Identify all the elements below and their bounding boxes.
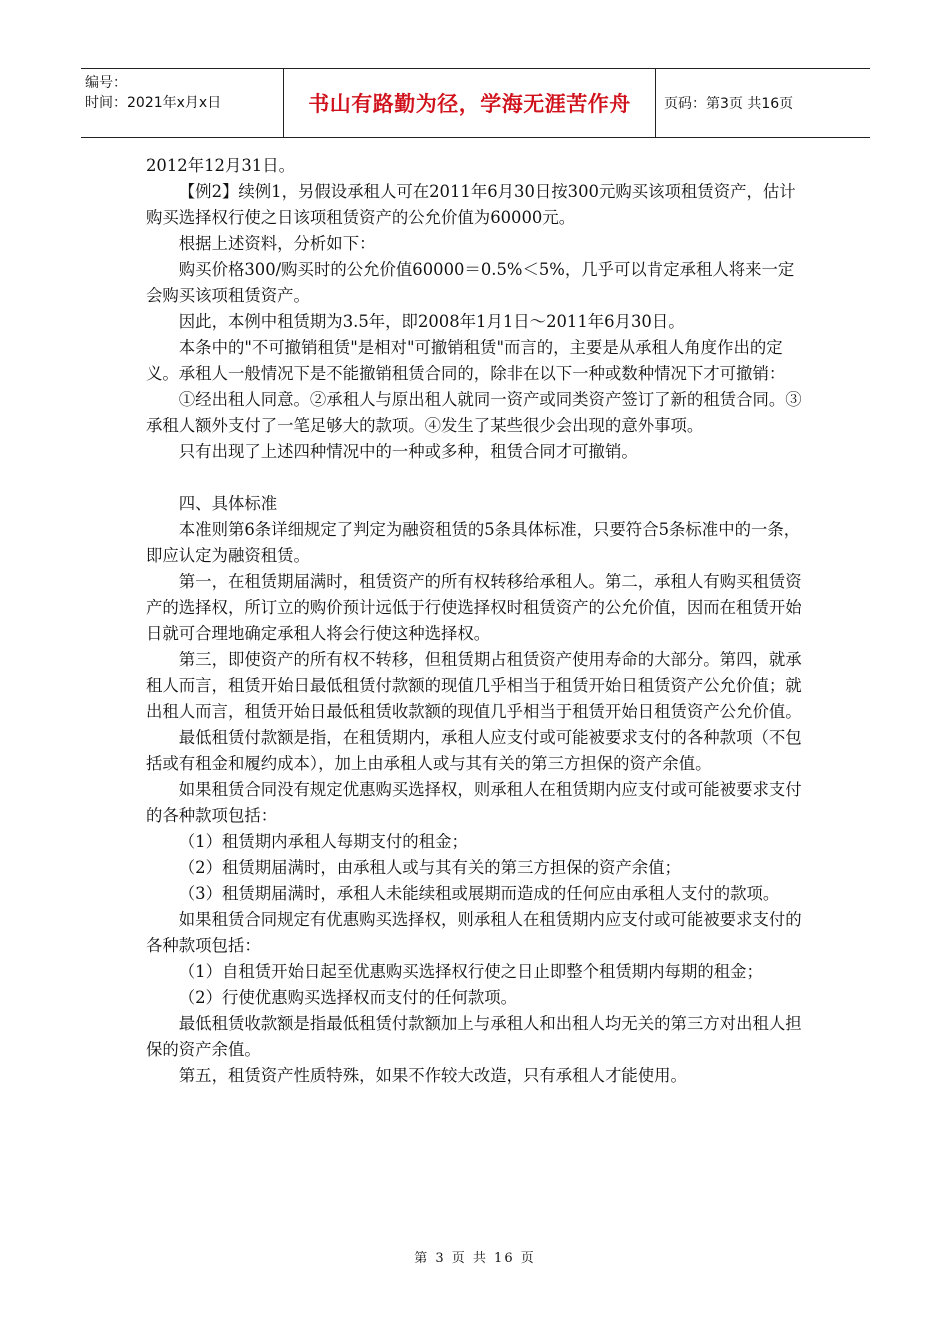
paragraph: 最低租赁收款额是指最低租赁付款额加上与承租人和出租人均无关的第三方对出租人担保的资产余值。: [146, 1014, 802, 1059]
paragraph: 如果租赁合同没有规定优惠购买选择权，则承租人在租赁期内应支付或可能被要求支付的各种款项包括：: [146, 780, 802, 825]
list-item: （2）行使优惠购买选择权而支付的任何款项。: [178, 988, 518, 1007]
document-body: [146, 153, 806, 1089]
paragraph: 如果租赁合同规定有优惠购买选择权，则承租人在租赁期内应支付或可能被要求支付的各种款项包括：: [146, 910, 802, 955]
header-meta: [81, 69, 284, 137]
paragraph: 本准则第6条详细规定了判定为融资租赁的5条具体标准，只要符合5条标准中的一条，即应认定为融资租赁。: [146, 520, 801, 565]
paragraph: 第五，租赁资产性质特殊，如果不作较大改造，只有承租人才能使用。: [178, 1066, 687, 1085]
document-date: 时间：2021年x月x日: [85, 95, 222, 111]
paragraph: 第三，即使资产的所有权不转移，但租赁期占租赁资产使用寿命的大部分。第四，就承租人而言，租赁开始日最低租赁付款额的现值几乎相当于租赁开始日租赁资产公允价值；就出租人而言，租赁开始日最低租赁收款额的现值几乎相当于租赁开始日租赁资产公允价值。: [146, 650, 802, 721]
paragraph: 根据上述资料，分析如下：: [178, 234, 376, 253]
page-header: [81, 68, 870, 138]
paragraph: 【例2】续例1，另假设承租人可在2011年6月30日按300元购买该项租赁资产，估计购买选择权行使之日该项租赁资产的公允价值为60000元。: [146, 182, 796, 227]
list-item: （1）租赁期内承租人每期支付的租金；: [178, 832, 468, 851]
paragraph: 2012年12月31日。: [146, 156, 295, 175]
header-motto-cell: [284, 69, 656, 137]
header-page-info: [656, 69, 870, 137]
paragraph: 最低租赁付款额是指，在租赁期内，承租人应支付或可能被要求支付的各种款项（不包括或有租金和履约成本），加上由承租人或与其有关的第三方担保的资产余值。: [146, 728, 802, 773]
section-heading: 四、具体标准: [178, 494, 278, 513]
paragraph: 因此，本例中租赁期为3.5年，即2008年1月1日～2011年6月30日。: [178, 312, 685, 331]
paragraph: 第一，在租赁期届满时，租赁资产的所有权转移给承租人。第二，承租人有购买租赁资产的选择权，所订立的购价预计远低于行使选择权时租赁资产的公允价值，因而在租赁开始日就可合理地确定承租人将会行使这种选择权。: [146, 572, 802, 643]
paragraph: 只有出现了上述四种情况中的一种或多种，租赁合同才可撤销。: [178, 442, 638, 461]
document-number: 编号：: [85, 75, 127, 91]
paragraph: 本条中的"不可撤销租赁"是相对"可撤销租赁"而言的，主要是从承租人角度作出的定义。承租人一般情况下是不能撤销租赁合同的，除非在以下一种或数种情况下才可撤销：: [146, 338, 786, 383]
list-item: （3）租赁期届满时，承租人未能续租或展期而造成的任何应由承租人支付的款项。: [178, 884, 780, 903]
motto: 书山有路勤为径，学海无涯苦作舟: [308, 92, 631, 116]
blank-line: [146, 465, 806, 491]
paragraph: 购买价格300/购买时的公允价值60000＝0.5%＜5%，几乎可以肯定承租人将来一定会购买该项租赁资产。: [146, 260, 795, 305]
paragraph: ①经出租人同意。②承租人与原出租人就同一资产或同类资产签订了新的租赁合同。③承租人额外支付了一笔足够大的款项。④发生了某些很少会出现的意外事项。: [146, 390, 802, 435]
page-indicator: 页码：第3页 共16页: [664, 96, 794, 112]
page-footer: 第 3 页 共 16 页: [414, 1251, 536, 1266]
list-item: （1）自租赁开始日起至优惠购买选择权行使之日止即整个租赁期内每期的租金；: [178, 962, 763, 981]
list-item: （2）租赁期届满时，由承租人或与其有关的第三方担保的资产余值；: [178, 858, 681, 877]
